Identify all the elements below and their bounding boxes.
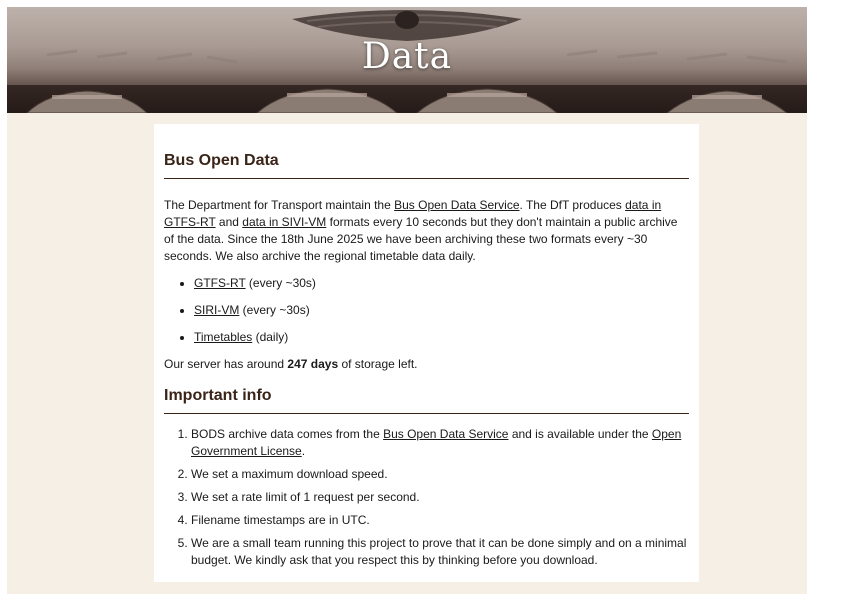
banner-title: Data — [361, 36, 453, 77]
info-item-1-text-3: . — [301, 444, 306, 458]
info-item-1 — [191, 426, 689, 460]
intro-text-1: The Department for Transport maintain the — [164, 198, 395, 212]
section-heading-important-info: Important info — [164, 387, 689, 414]
header-banner — [7, 7, 807, 113]
storage-text-post: of storage left. — [338, 357, 418, 371]
siri-vm-frequency: (every ~30s) — [239, 303, 310, 317]
info-item-2: 2. We set a maximum download speed. — [191, 466, 689, 483]
bus-open-data-service-link[interactable]: Bus Open Data Service — [394, 198, 520, 212]
open-government-license-link[interactable]: Open Government License — [191, 427, 682, 458]
info-item-5: 5. We are a small team running this project to prove that it can be done simply and on a minimal budget. We kindly ask that you respect this by thinking before you download. — [191, 535, 689, 569]
bus-open-data-service-link-2[interactable]: Bus Open Data Service — [383, 427, 509, 441]
timetables-link[interactable]: Timetables — [194, 330, 253, 344]
section-heading-bus-open-data: Bus Open Data — [164, 152, 689, 179]
gtfs-rt-frequency: (every ~30s) — [245, 276, 316, 290]
list-item-gtfs-rt — [194, 275, 689, 292]
timetables-frequency: (daily) — [252, 330, 289, 344]
intro-text-4: formats every 10 seconds but they don't maintain a public archive of the data. Since the 18th June 2025 we have been archiving these two formats every ~30 seconds. We also archive the regional timetable data daily. — [164, 215, 678, 263]
data-in-gtfs-rt-link[interactable]: data in GTFS-RT — [164, 198, 662, 229]
siri-vm-link[interactable]: SIRI-VM — [194, 303, 240, 317]
storage-status — [164, 356, 689, 373]
storage-text-pre: Our server has around — [164, 357, 288, 371]
intro-text-2: . The DfT produces — [519, 198, 626, 212]
page-background — [7, 7, 807, 594]
content-card — [154, 124, 699, 582]
gtfs-rt-link[interactable]: GTFS-RT — [194, 276, 246, 290]
archive-links-list — [164, 275, 689, 346]
data-in-sivi-vm-link[interactable]: data in SIVI-VM — [242, 215, 327, 229]
info-item-4: 4. Filename timestamps are in UTC. — [191, 512, 689, 529]
list-item-timetables — [194, 329, 689, 346]
intro-paragraph — [164, 197, 689, 265]
info-item-1-text-2: and is available under the — [508, 427, 652, 441]
storage-days-remaining: 247 days — [287, 357, 339, 371]
info-item-3: 3. We set a rate limit of 1 request per second. — [191, 489, 689, 506]
info-item-1-text-1: BODS archive data comes from the — [191, 427, 384, 441]
intro-text-3: and — [215, 215, 243, 229]
list-item-siri-vm — [194, 302, 689, 319]
important-info-list — [164, 426, 689, 569]
